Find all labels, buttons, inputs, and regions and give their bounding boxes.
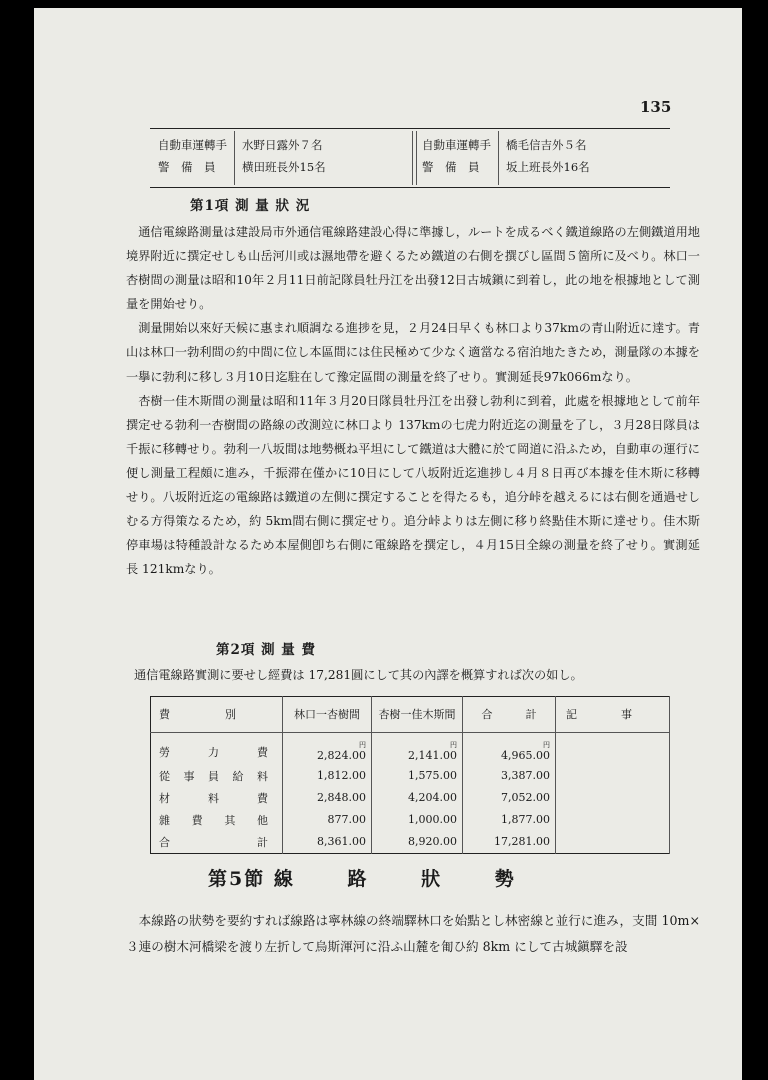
section-heading [208, 864, 538, 891]
table-row [151, 732, 670, 765]
column-divider [416, 131, 417, 185]
header-total: 合 計 [463, 697, 556, 733]
staff-people: 横田班長外15名 [242, 160, 326, 174]
staff-people: 橋毛信吉外５名 [506, 138, 587, 152]
row-label: 材料費 [151, 787, 283, 809]
paragraph: 本線路の狀勢を要約すれば線路は寧林線の終端驛林口を始點とし林密線と並行に進み，支間 10m×３連の樹木河橋梁を渡り左折して烏斯渾河に沿ふ山麓を匍ひ約 8km にして古城鎭驛を設 [126, 913, 700, 954]
cost-table [150, 696, 670, 854]
cell-total: 7,052.00 [463, 787, 556, 809]
row-label: 從事員給料 [151, 765, 283, 787]
staff-people: 坂上班長外16名 [506, 160, 590, 174]
row-label: 勞力費 [151, 732, 283, 765]
column-divider [234, 131, 235, 185]
table-row [151, 809, 670, 831]
cell-xingshu-jiamusi: 8,920.00 [372, 831, 463, 854]
section-number: 第5節 [208, 868, 266, 890]
cell-total: 3,387.00 [463, 765, 556, 787]
cell-xingshu-jiamusi: 円 2,141.00 [372, 732, 463, 765]
cell-linkou-xingshu: 円 2,824.00 [283, 732, 372, 765]
cell-xingshu-jiamusi: 1,575.00 [372, 765, 463, 787]
section-title: 線 路 狀 勢 [273, 868, 538, 890]
survey-status-text [126, 220, 700, 581]
row-label: 合計 [151, 831, 283, 854]
cell-xingshu-jiamusi: 1,000.00 [372, 809, 463, 831]
column-divider [412, 131, 413, 185]
staff-role: 警 備 員 [422, 160, 480, 174]
paragraph: 通信電線路測量は建設局市外通信電線路建設心得に準據し，ルートを成るべく鐵道線路の左側鐵道用地境界附近に撰定せしも山岳河川或は濕地帶を避くるため鐵道の右側を撰びし區間５箇所に及べり。林口一杏樹間の測量は昭和10年２月11日前記隊員牡丹江を出發12日古城鎭に到着し，此の地を根據地として測量を開始せり。 [126, 225, 700, 312]
cell-total: 円 4,965.00 [463, 732, 556, 765]
paragraph: 測量開始以來好天候に惠まれ順調なる進捗を見，２月24日早くも林口より37kmの青山附近に達す。青山は林口一勃利間の約中間に位し本區間には住民極めて少なく適當なる宿泊地たきため，測量隊の本據を一擧に勃利に移し３月10日迄駐在して豫定區間の測量を終了せり。實測延長97k066mなり。 [126, 321, 700, 384]
header-xingshu-jiamusi: 杏樹一佳木斯間 [372, 697, 463, 733]
cell-linkou-xingshu: 877.00 [283, 809, 372, 831]
staff-table [150, 128, 670, 188]
cell-total: 17,281.00 [463, 831, 556, 854]
row-label: 雜費其他 [151, 809, 283, 831]
cell-total: 1,877.00 [463, 809, 556, 831]
table-row-total [151, 831, 670, 854]
staff-role: 自動車運轉手 [422, 138, 491, 152]
table-row [151, 787, 670, 809]
staff-people: 水野日露外７名 [242, 138, 323, 152]
cell-notes [556, 732, 670, 765]
cell-notes [556, 831, 670, 854]
cell-notes [556, 809, 670, 831]
cell-linkou-xingshu: 1,812.00 [283, 765, 372, 787]
cost-intro: 通信電線路實測に要せし經費は 17,281圓にして其の內譯を概算すれば次の如し。 [134, 668, 583, 682]
staff-role: 自動車運轉手 [158, 138, 227, 152]
table-header-row [151, 697, 670, 733]
cell-notes [556, 787, 670, 809]
column-divider [498, 131, 499, 185]
cell-notes [556, 765, 670, 787]
header-notes: 記 事 [556, 697, 670, 733]
cell-xingshu-jiamusi: 4,204.00 [372, 787, 463, 809]
cell-linkou-xingshu: 2,848.00 [283, 787, 372, 809]
section-body [126, 908, 700, 960]
document-page [34, 8, 742, 1080]
page-number: 135 [640, 98, 672, 116]
cell-linkou-xingshu: 8,361.00 [283, 831, 372, 854]
header-item: 費 別 [151, 697, 283, 733]
heading-survey-status: 第1項 測 量 狀 況 [190, 198, 311, 214]
header-linkou-xingshu: 林口一杏樹間 [283, 697, 372, 733]
table-row [151, 765, 670, 787]
paragraph: 杏樹一佳木斯間の測量は昭和11年３月20日隊員牡丹江を出發し勃利に到着，此處を根據地として前年撰定せる勃利一杏樹間の路線の改測竝に林口より 137kmの七虎力附近迄の測量を了し，３月28日隊員は千振に移轉せり。勃利一八坂間は地勢概ね平坦にして鐵道は大體に於て岡道に沿ふため，自動車の運行に便し測量工程頗に進み，千振滞在僅かに10日にして八坂附近迄進捗し４月８日再び本據を佳木斯に移轉せり。八坂附近迄の電線路は鐵道の左側に撰定することを得たるも，追分峠を越えるには右側を通過せしむる方得策なるため，約 5km間右側に撰定せり。追分峠よりは左側に移り終點佳木斯に達せり。佳木斯停車場は特種設計なるため本屋側卽ち右側に電線路を撰定し，４月15日全線の測量を終了せり。實測延長 121kmなり。 [126, 393, 700, 577]
staff-role: 警 備 員 [158, 160, 216, 174]
heading-survey-cost: 第2項 測 量 費 [216, 642, 316, 658]
